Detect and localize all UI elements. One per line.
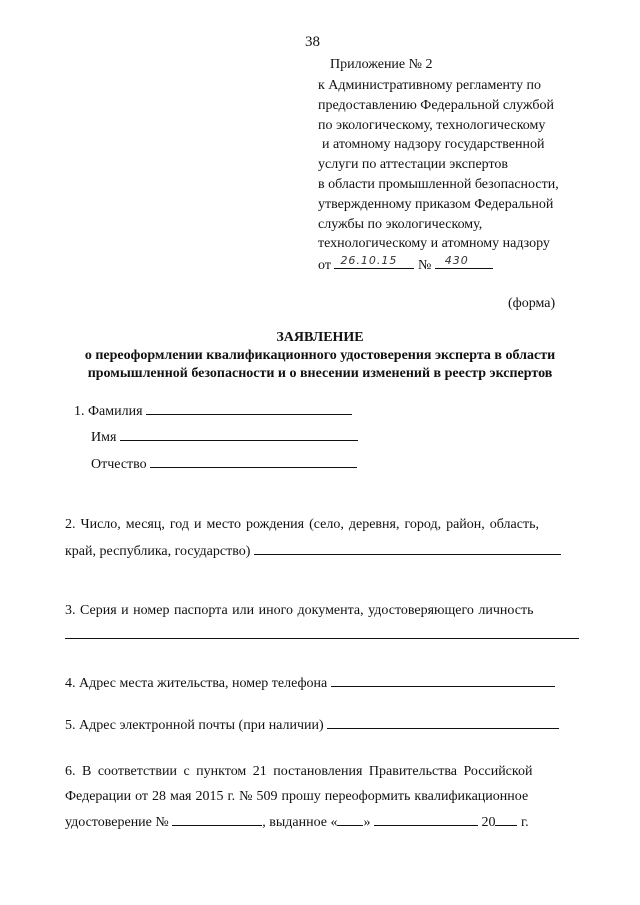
- issued-label: , выданное «: [262, 815, 338, 830]
- email-input[interactable]: [327, 716, 559, 729]
- item-2-line-1: 2. Число, месяц, год и место рождения (село, деревня, город, район, область,: [65, 517, 539, 532]
- surname-input[interactable]: [146, 402, 352, 415]
- patronymic-row: [91, 455, 357, 473]
- appendix-text: [318, 76, 559, 254]
- certificate-row: [65, 813, 529, 831]
- item-6-line-3-label: удостоверение №: [65, 815, 169, 830]
- date-handwritten: 26.10.15: [340, 254, 398, 267]
- item-4-label: 4. Адрес места жительства, номер телефона: [65, 676, 328, 691]
- heading-line-1: о переоформлении квалификационного удостоверения эксперта в области: [84, 348, 556, 363]
- quote-close: »: [363, 815, 371, 830]
- number-label: №: [417, 258, 432, 273]
- item-6-line-1: 6. В соответствии с пунктом 21 постановления Правительства Российской: [65, 764, 533, 779]
- appendix-line: в области промышленной безопасности,: [318, 176, 559, 192]
- number-field: [435, 254, 493, 269]
- form-label: (форма): [508, 296, 556, 311]
- passport-input[interactable]: [65, 626, 579, 639]
- appendix-line: к Административному регламенту по: [318, 78, 541, 93]
- page-number: 38: [305, 34, 320, 50]
- issue-day-input[interactable]: [337, 813, 363, 826]
- name-label: Имя: [91, 430, 117, 445]
- appendix-line: и атомному надзору государственной: [322, 137, 545, 153]
- patronymic-label: Отчество: [91, 457, 147, 472]
- year-prefix: 20: [481, 815, 496, 830]
- issue-month-input[interactable]: [374, 813, 478, 826]
- from-label: от: [318, 258, 331, 273]
- number-handwritten: 430: [444, 254, 469, 267]
- item-1-number: 1.: [74, 404, 85, 419]
- name-input[interactable]: [120, 428, 358, 441]
- appendix-line: технологическому и атомному надзору: [318, 236, 550, 252]
- appendix-line: службы по экологическому,: [318, 216, 483, 232]
- item-2-line-2: край, республика, государство): [65, 544, 251, 559]
- issue-year-input[interactable]: [495, 813, 517, 826]
- surname-label: Фамилия: [88, 404, 143, 419]
- item-5-label: 5. Адрес электронной почты (при наличии): [65, 718, 324, 733]
- item-6-line-2: Федерации от 28 мая 2015 г. № 509 прошу переоформить квалификационное: [65, 789, 529, 804]
- appendix-title: Приложение № 2: [330, 57, 433, 72]
- birth-row: [65, 542, 561, 560]
- birth-input[interactable]: [254, 542, 561, 555]
- surname-row: [74, 402, 352, 420]
- name-row: [91, 428, 358, 446]
- item-3-label: 3. Серия и номер паспорта или иного документа, удостоверяющего личность: [65, 603, 534, 618]
- appendix-line: утвержденному приказом Федеральной: [318, 196, 554, 212]
- year-suffix: г.: [520, 815, 529, 830]
- appendix-line: по экологическому, технологическому: [318, 117, 546, 133]
- address-row: [65, 674, 555, 692]
- email-row: [65, 716, 559, 734]
- address-input[interactable]: [331, 674, 555, 687]
- document-title: ЗАЯВЛЕНИЕ: [276, 330, 364, 345]
- appendix-line: предоставлению Федеральной службой: [318, 97, 555, 113]
- appendix-date-row: [318, 254, 493, 274]
- heading-line-2: промышленной безопасности и о внесении изменений в реестр экспертов: [87, 366, 553, 381]
- date-field: [334, 254, 414, 269]
- appendix-line: услуги по аттестации экспертов: [318, 157, 509, 173]
- patronymic-input[interactable]: [150, 455, 357, 468]
- certificate-number-input[interactable]: [172, 813, 262, 826]
